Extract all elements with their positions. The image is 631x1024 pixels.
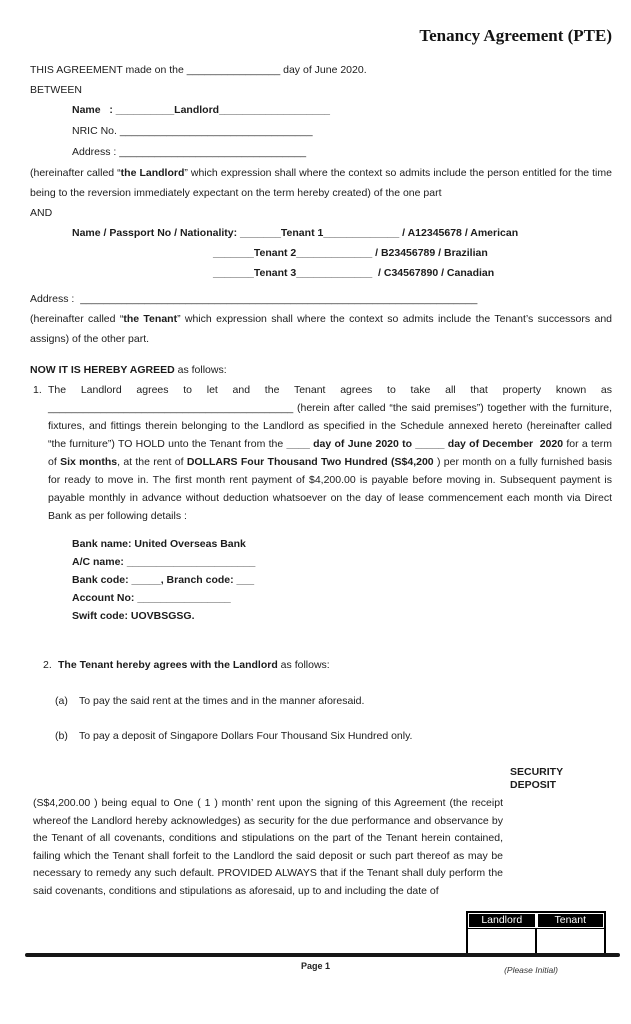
security-deposit-label [510, 766, 612, 792]
bank-details-block [72, 535, 612, 625]
landlord-recital: (hereinafter called “the Landlord” which expression shall where the context so admits include the person entitled for the time being to the reversion immediately expectant on the term hereby created) of the one part [30, 167, 612, 199]
landlord-details-block [72, 100, 612, 163]
bank-code-line: Bank code: _____, Branch code: ___ [72, 574, 255, 586]
and-label: AND [30, 207, 53, 219]
landlord-initial-cell [468, 929, 535, 954]
clause-2-number: 2. [43, 659, 52, 671]
between-label: BETWEEN [30, 84, 82, 96]
agreed-heading: NOW IT IS HEREBY AGREED as follows: [30, 364, 227, 376]
clause-2b [30, 726, 612, 746]
tenant-initial-cell [535, 929, 604, 954]
footer-divider [25, 953, 620, 957]
landlord-nric-line: NRIC No. _________________________________ [72, 125, 313, 137]
security-deposit-paragraph: (S$4,200.00 ) being equal to One ( 1 ) month’ rent upon the signing of this Agreement (the receipt whereof the Landlord hereby acknowledges) as security for the due performance and observance by the Tenant of all covenants, conditions and stipulations on the part of the Tenant herein contained, failing which the Tenant shall forfeit to the Landlord the said deposit or such part thereof as may be necessary to remedy any such default. PROVIDED ALWAYS that if the Tenant shall duly perform the said covenants, conditions and stipulations as aforesaid, up to and including the date of [33, 797, 503, 897]
clause-2a-text: To pay the said rent at the times and in the manner aforesaid. [79, 695, 365, 707]
page-number: Page 1 [300, 961, 331, 971]
document-title: Tenancy Agreement (PTE) [419, 26, 612, 45]
landlord-address-line: Address : ________________________________ [72, 146, 307, 158]
page-footer [0, 953, 631, 971]
please-initial-note: (Please Initial) [504, 964, 558, 975]
tenant-recital: (hereinafter called “the Tenant” which expression shall where the context so admits include the Tenant’s successors and assigns) of the other part. [30, 313, 612, 345]
clause-2b-text: To pay a deposit of Singapore Dollars Four Thousand Six Hundred only. [79, 730, 413, 742]
tenant-id-row-3: _______Tenant 3_____________ / C34567890 / Canadian [213, 267, 495, 279]
clause-1 [30, 381, 612, 525]
security-deposit-label-line-1: SECURITY [510, 766, 564, 778]
clause-2a [30, 691, 612, 711]
landlord-name-line: Name : __________Landlord___________________ [72, 104, 331, 116]
initials-table-header [468, 913, 604, 928]
account-no-line: Account No: ________________ [72, 592, 231, 604]
initials-table [466, 911, 606, 956]
ac-name-line: A/C name: ______________________ [72, 556, 256, 568]
clause-1-number: 1. [33, 384, 42, 396]
agreement-date-line: THIS AGREEMENT made on the ________________ day of June 2020. [30, 64, 367, 76]
bank-name-line: Bank name: United Overseas Bank [72, 538, 246, 550]
tenant-address-line: Address : ____________________________________________________________________ [30, 293, 478, 305]
tenant-1-value: _______Tenant 1_____________ / A12345678 / American [240, 227, 519, 239]
security-deposit-label-line-2: DEPOSIT [510, 779, 557, 791]
clause-2-heading: The Tenant hereby agrees with the Landlord as follows: [58, 659, 330, 671]
tenant-details-block [72, 223, 612, 283]
tenant-id-row-1 [72, 223, 612, 243]
clause-2b-marker: (b) [55, 730, 68, 742]
clause-2a-marker: (a) [55, 695, 68, 707]
tenant-header-cell: Tenant [538, 914, 604, 927]
initials-table-body [468, 928, 604, 954]
clause-1-body: The Landlord agrees to let and the Tenant agrees to take all that property known as __________________________________________ (herein after called “the said premises”) together with the furniture, fixtures, and fittings therein belonging to the Landlord as specified in the Schedule annexed hereto (hereinafter called “the furniture”) TO HOLD unto the Tenant from the ____ day of June 2020 to _____ day of December 2020 for a term of Six months, at the rent of DOLLARS Four Thousand Two Hundred (S$4,200 ) per month on a fully furnished basis for ready to move in. The first month rent payment of $4,200.00 is payable before moving in. Subsequent payment is payable monthly in advance without deduction whatsoever on the day of lease commencement each month via Direct Bank as per following details : [48, 384, 612, 522]
clause-2 [30, 655, 612, 675]
swift-code-line: Swift code: UOVBSGSG. [72, 610, 195, 622]
tenant-id-row-2: _______Tenant 2_____________ / B23456789 / Brazilian [213, 247, 488, 259]
tenant-ids-label: Name / Passport No / Nationality: [72, 227, 238, 239]
landlord-header-cell: Landlord [469, 914, 535, 927]
